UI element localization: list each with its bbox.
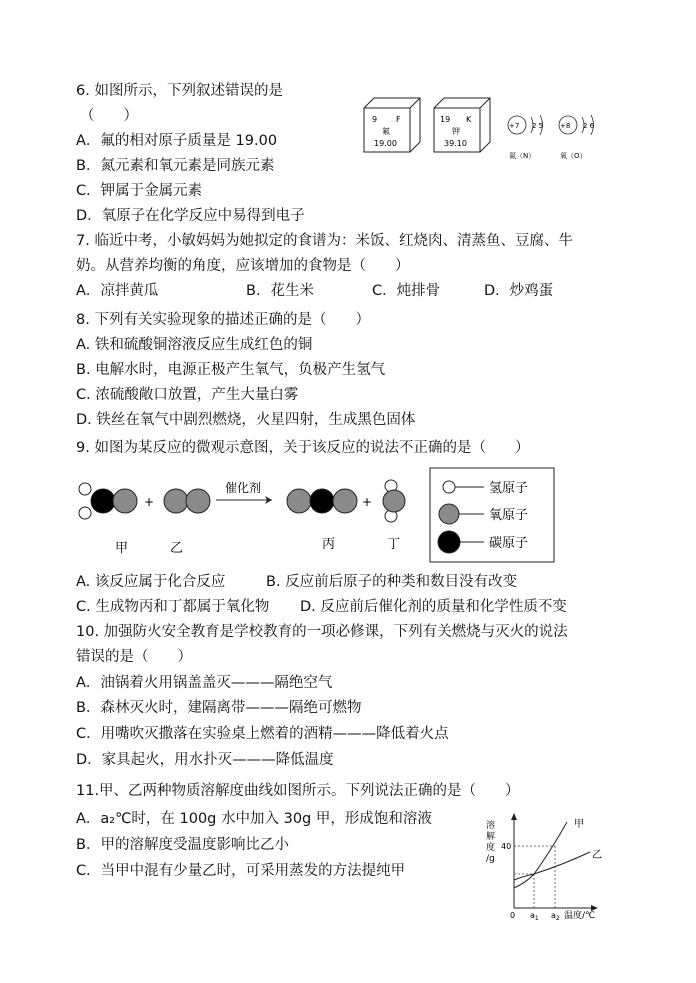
legend-hydrogen-swatch bbox=[443, 481, 455, 493]
x-label: 温度/℃ bbox=[564, 911, 596, 921]
q9-option-a: A. 该反应属于化合反应 bbox=[76, 574, 226, 590]
guide-lines bbox=[514, 846, 555, 908]
q6-option-a: A．氟的相对原子质量是 19.00 bbox=[76, 133, 278, 149]
legend-oxygen-swatch bbox=[439, 504, 459, 524]
legend-carbon-label: 碳原子 bbox=[489, 536, 529, 551]
tile-f-mass: 19.00 bbox=[374, 139, 397, 148]
q11-stem: 11.甲、乙两种物质溶解度曲线如图所示。下列说法正确的是（ ） bbox=[76, 783, 520, 799]
q11-option-b: B．甲的溶解度受温度影响比乙小 bbox=[76, 837, 289, 853]
legend-oxygen-label: 氧原子 bbox=[489, 508, 529, 523]
curve-yi-label: 乙 bbox=[592, 850, 602, 861]
y-label-3: 度 bbox=[486, 843, 496, 853]
q10-line2: 错误的是（ ） bbox=[76, 649, 192, 665]
q10-option-a: A．油锅着火用锅盖盖灭———隔绝空气 bbox=[76, 675, 333, 691]
q9-option-d: D. 反应前后催化剂的质量和化学性质不变 bbox=[300, 599, 567, 615]
q8-option-b: B. 电解水时，电源正极产生氧气，负极产生氢气 bbox=[76, 362, 386, 378]
tile-f-number: 9 bbox=[372, 115, 378, 124]
plus-sign-2: + bbox=[362, 495, 373, 509]
tile-f-name: 氟 bbox=[382, 127, 390, 136]
tile-k-name: 钾 bbox=[452, 127, 460, 136]
label-yi: 乙 bbox=[170, 541, 184, 556]
q7-line1: 7. 临近中考，小敏妈妈为她拟定的食谱为：米饭、红烧肉、清蒸鱼、豆腐、牛 bbox=[76, 233, 573, 249]
atom-o-label: 氧（O） bbox=[560, 152, 587, 160]
q9-option-c: C. 生成物丙和丁都属于氧化物 bbox=[76, 599, 270, 615]
tick-a1: $a_1$ bbox=[530, 911, 539, 922]
q11-solubility-graph bbox=[482, 810, 612, 925]
molecule-ding bbox=[383, 480, 405, 522]
curve-jia bbox=[514, 822, 567, 888]
q6-figure bbox=[360, 92, 630, 167]
q9-option-b: B. 反应前后原子的种类和数目没有改变 bbox=[266, 574, 518, 590]
q11-option-c: C．当甲中混有少量乙时，可采用蒸发的方法提纯甲 bbox=[76, 863, 406, 879]
q10-option-b: B．森林灭火时，建隔离带———隔绝可燃物 bbox=[76, 700, 362, 716]
q6-option-b: B．氮元素和氧元素是同族元素 bbox=[76, 158, 275, 174]
y-axis-arrow bbox=[511, 813, 517, 820]
q8-stem: 8. 下列有关实验现象的描述正确的是（ ） bbox=[76, 312, 370, 328]
q7-option-b: B．花生米 bbox=[246, 283, 314, 299]
y-label-2: 解 bbox=[486, 832, 496, 842]
atom-o-shells: 2 6 bbox=[583, 122, 595, 130]
q7-line2: 奶。从营养均衡的角度，应该增加的食物是（ ） bbox=[76, 258, 410, 274]
y-label-1: 溶 bbox=[486, 821, 496, 831]
q10-option-d: D．家具起火，用水扑灭———降低温度 bbox=[76, 752, 334, 768]
q7-option-c: C．炖排骨 bbox=[372, 283, 441, 299]
q9-reaction-diagram bbox=[72, 466, 562, 566]
atom-n-shells: 2 5 bbox=[532, 122, 544, 130]
atom-o-nucleus: +8 bbox=[560, 122, 571, 130]
q8-option-c: C. 浓硫酸敞口放置，产生大量白雾 bbox=[76, 387, 299, 403]
atom-n-nucleus: +7 bbox=[509, 122, 520, 130]
tile-k-symbol: K bbox=[466, 115, 472, 124]
q9-stem: 9. 如图为某反应的微观示意图，关于该反应的说法不正确的是（ ） bbox=[76, 440, 530, 456]
tile-f-symbol: F bbox=[396, 115, 401, 124]
q6-option-c: C．钾属于金属元素 bbox=[76, 183, 203, 199]
label-jia: 甲 bbox=[115, 541, 129, 556]
q6-option-d: D．氧原子在化学反应中易得到电子 bbox=[76, 208, 305, 224]
label-ding: 丁 bbox=[387, 537, 401, 552]
molecule-jia bbox=[79, 483, 137, 519]
molecule-bing bbox=[287, 489, 357, 513]
legend-hydrogen-label: 氢原子 bbox=[489, 481, 529, 496]
tile-k-mass: 39.10 bbox=[444, 139, 467, 148]
legend-carbon-swatch bbox=[438, 531, 460, 553]
origin-label: 0 bbox=[510, 911, 516, 920]
y-tick-40: 40 bbox=[501, 842, 512, 851]
y-label-4: /g bbox=[486, 854, 495, 864]
curve-yi bbox=[514, 852, 590, 880]
label-bing: 丙 bbox=[322, 537, 336, 552]
q11-option-a: A．a₂℃时，在 100g 水中加入 30g 甲，形成饱和溶液 bbox=[76, 811, 432, 827]
q7-option-d: D．炒鸡蛋 bbox=[484, 283, 554, 299]
molecule-yi bbox=[164, 489, 210, 513]
q10-option-c: C．用嘴吹灭撒落在实验桌上燃着的酒精———降低着火点 bbox=[76, 726, 449, 742]
q6-stem: 6. 如图所示，下列叙述错误的是 bbox=[76, 83, 283, 99]
q8-option-a: A. 铁和硫酸铜溶液反应生成红色的铜 bbox=[76, 337, 313, 353]
q7-option-a: A．凉拌黄瓜 bbox=[76, 283, 159, 299]
curve-jia-label: 甲 bbox=[574, 819, 584, 830]
q10-line1: 10. 加强防火安全教育是学校教育的一项必修课，下列有关燃烧与灭火的说法 bbox=[76, 624, 568, 640]
q6-paren: （ ） bbox=[80, 108, 138, 124]
catalyst-label: 催化剂 bbox=[225, 481, 262, 495]
tile-k-number: 19 bbox=[440, 115, 451, 124]
plus-sign-1: + bbox=[144, 495, 155, 509]
tick-a2: $a_2$ bbox=[551, 911, 560, 922]
atom-n-label: 氮（N） bbox=[509, 152, 536, 160]
q8-option-d: D. 铁丝在氧气中剧烈燃烧，火星四射，生成黑色固体 bbox=[76, 412, 416, 428]
